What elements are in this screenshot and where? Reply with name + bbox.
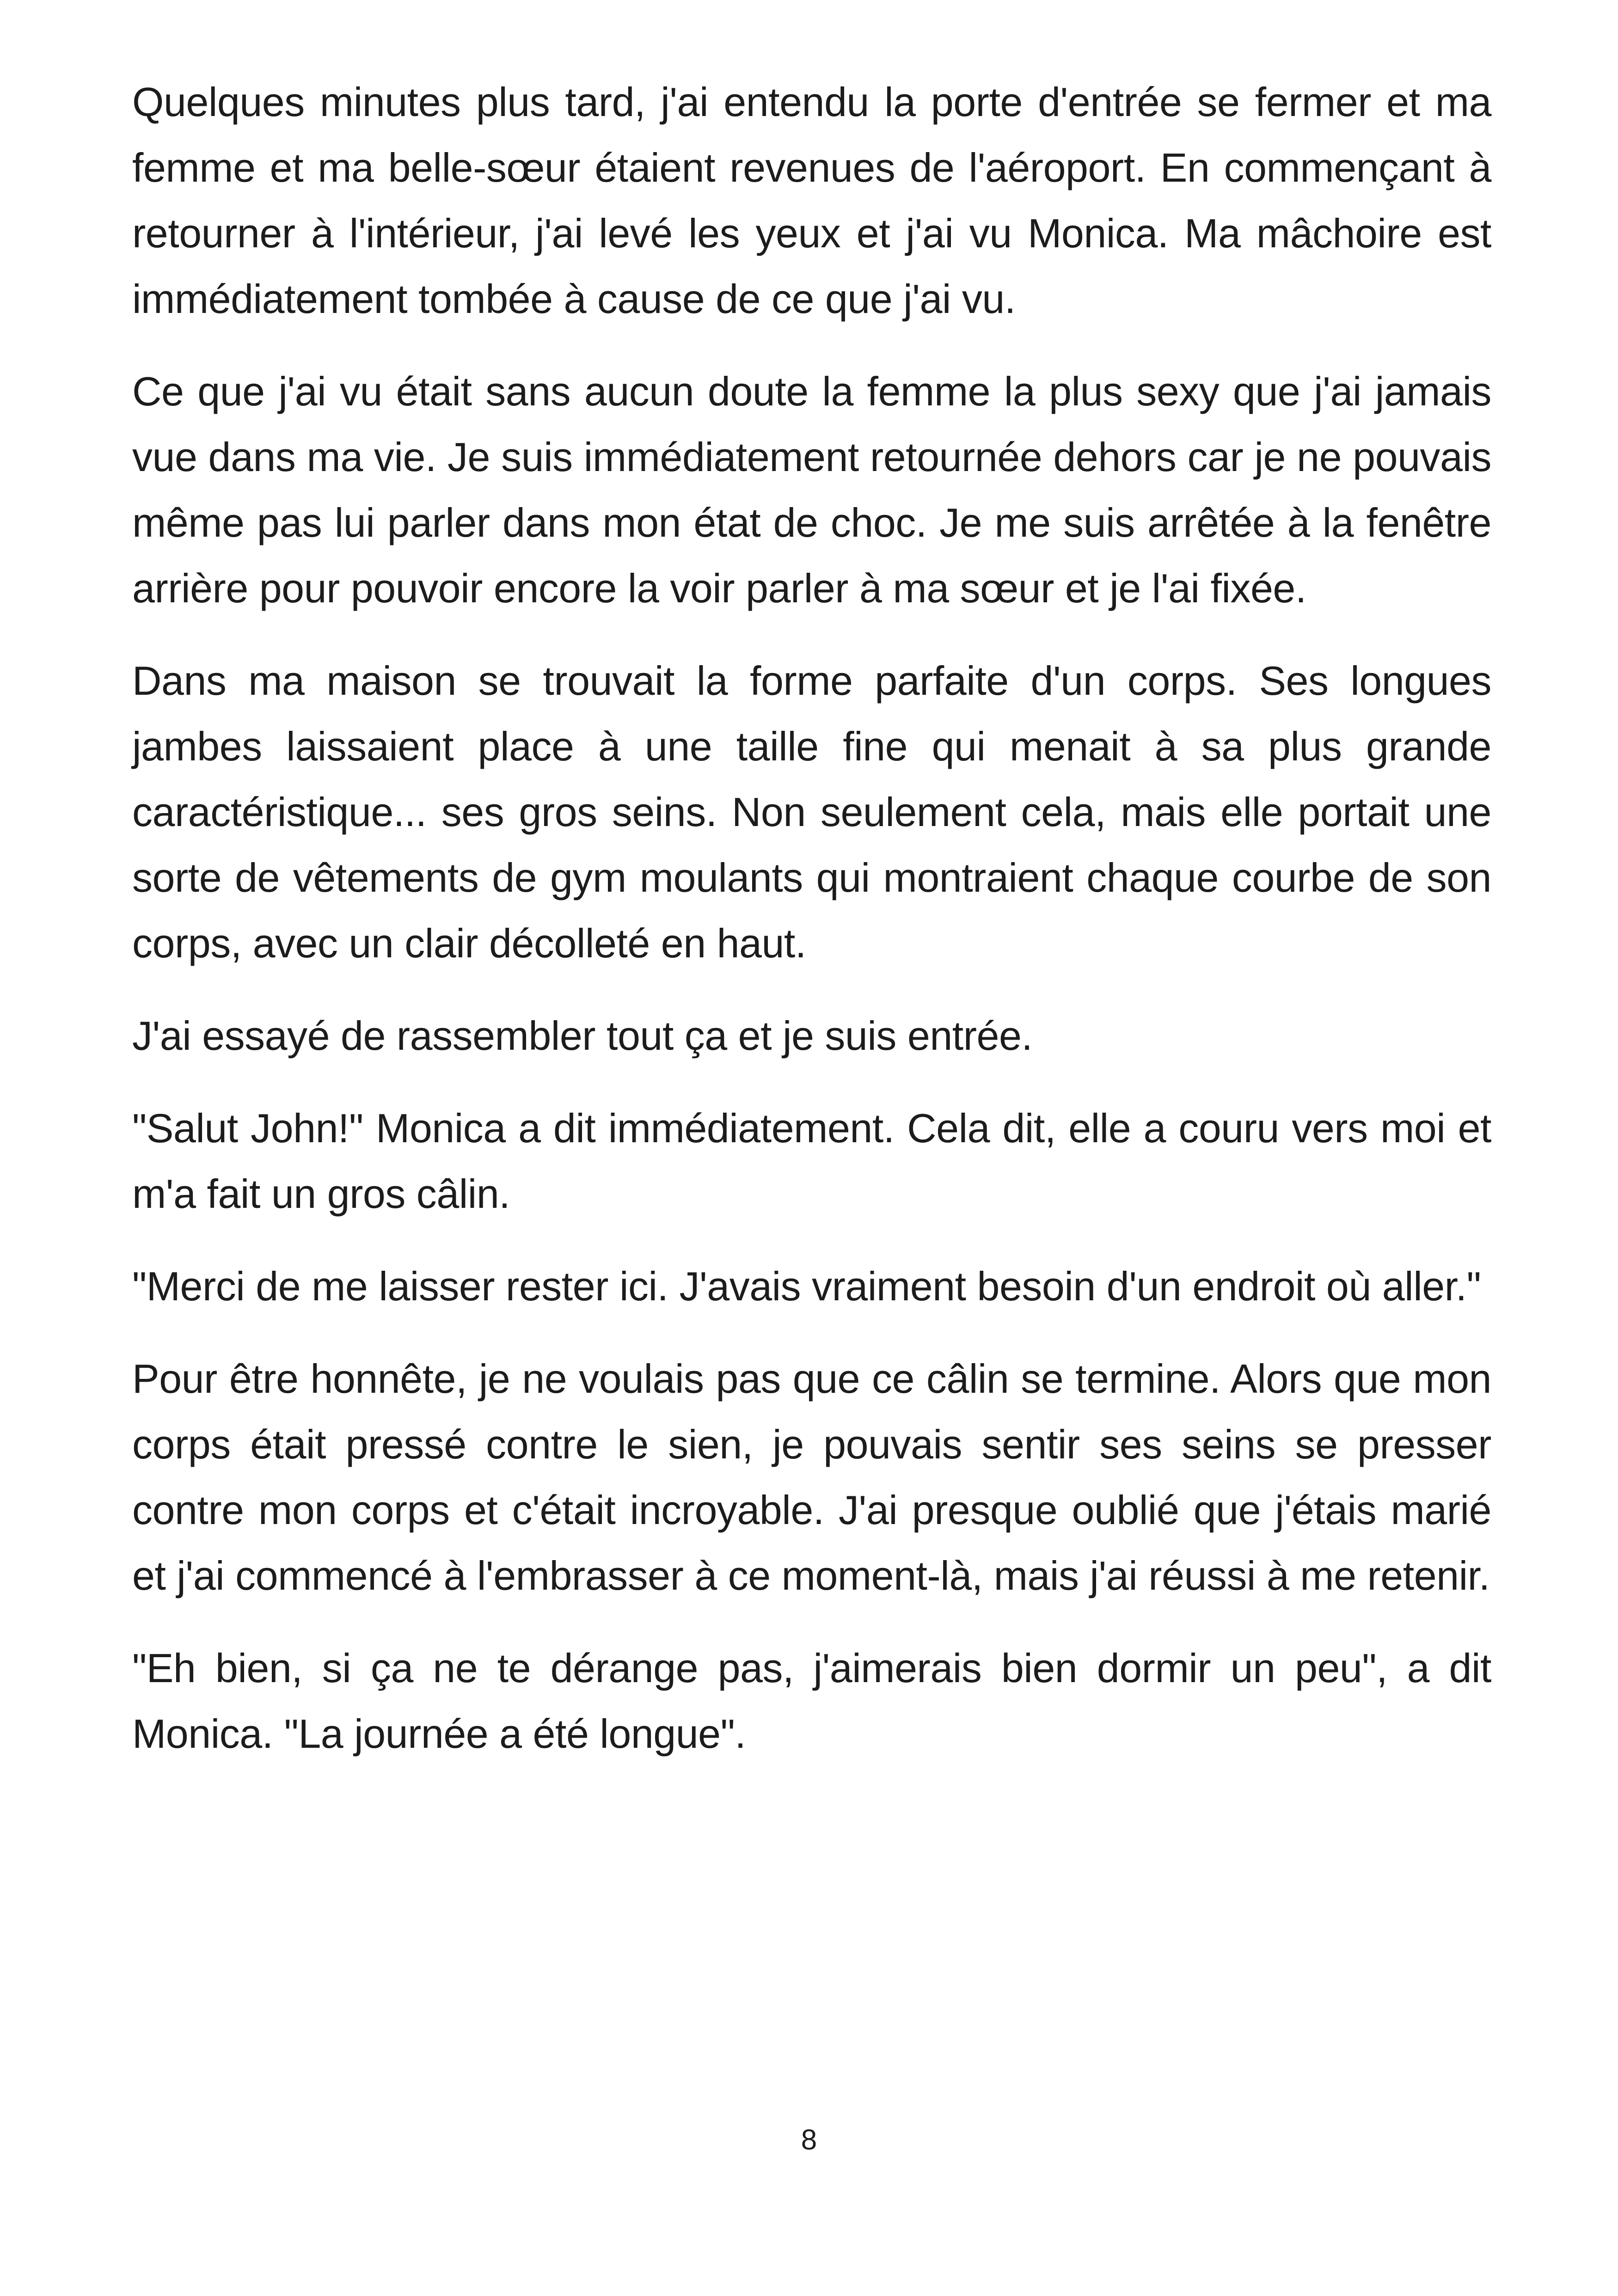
paragraph-7: Pour être honnête, je ne voulais pas que ce câlin se termine. Alors que mon corps était pressé contre le sien, je pouvais sentir ses seins se presser contre mon corps et c'était incroyable. J'ai presque oublié que j'étais marié et j'ai commencé à l'embrasser à ce moment-là, mais j'ai réussi à me retenir. xyxy=(132,1356,1491,1598)
text-body xyxy=(132,69,1491,1794)
paragraph-6: "Merci de me laisser rester ici. J'avais vraiment besoin d'un endroit où aller." xyxy=(132,1263,1481,1309)
paragraph-1: Quelques minutes plus tard, j'ai entendu la porte d'entrée se fermer et ma femme et ma belle-sœur étaient revenues de l'aéroport. En commençant à retourner à l'intérieur, j'ai levé les yeux et j'ai vu Monica. Ma mâchoire est immédiatement tombée à cause de ce que j'ai vu. xyxy=(132,79,1491,322)
paragraph-8: "Eh bien, si ça ne te dérange pas, j'aimerais bien dormir un peu", a dit Monica. "La journée a été longue". xyxy=(132,1645,1491,1757)
paragraph-3: Dans ma maison se trouvait la forme parfaite d'un corps. Ses longues jambes laissaient place à une taille fine qui menait à sa plus grande caractéristique... ses gros seins. Non seulement cela, mais elle portait une sorte de vêtements de gym moulants qui montraient chaque courbe de son corps, avec un clair décolleté en haut. xyxy=(132,658,1491,966)
paragraph-2: Ce que j'ai vu était sans aucun doute la femme la plus sexy que j'ai jamais vue dans ma vie. Je suis immédiatement retournée dehors car je ne pouvais même pas lui parler dans mon état de choc. Je me suis arrêtée à la fenêtre arrière pour pouvoir encore la voir parler à ma sœur et je l'ai fixée. xyxy=(132,368,1491,611)
page-number: 8 xyxy=(801,2124,817,2156)
paragraph-5: "Salut John!" Monica a dit immédiatement. Cela dit, elle a couru vers moi et m'a fait un gros câlin. xyxy=(132,1105,1491,1217)
paragraph-4: J'ai essayé de rassembler tout ça et je suis entrée. xyxy=(132,1013,1033,1059)
